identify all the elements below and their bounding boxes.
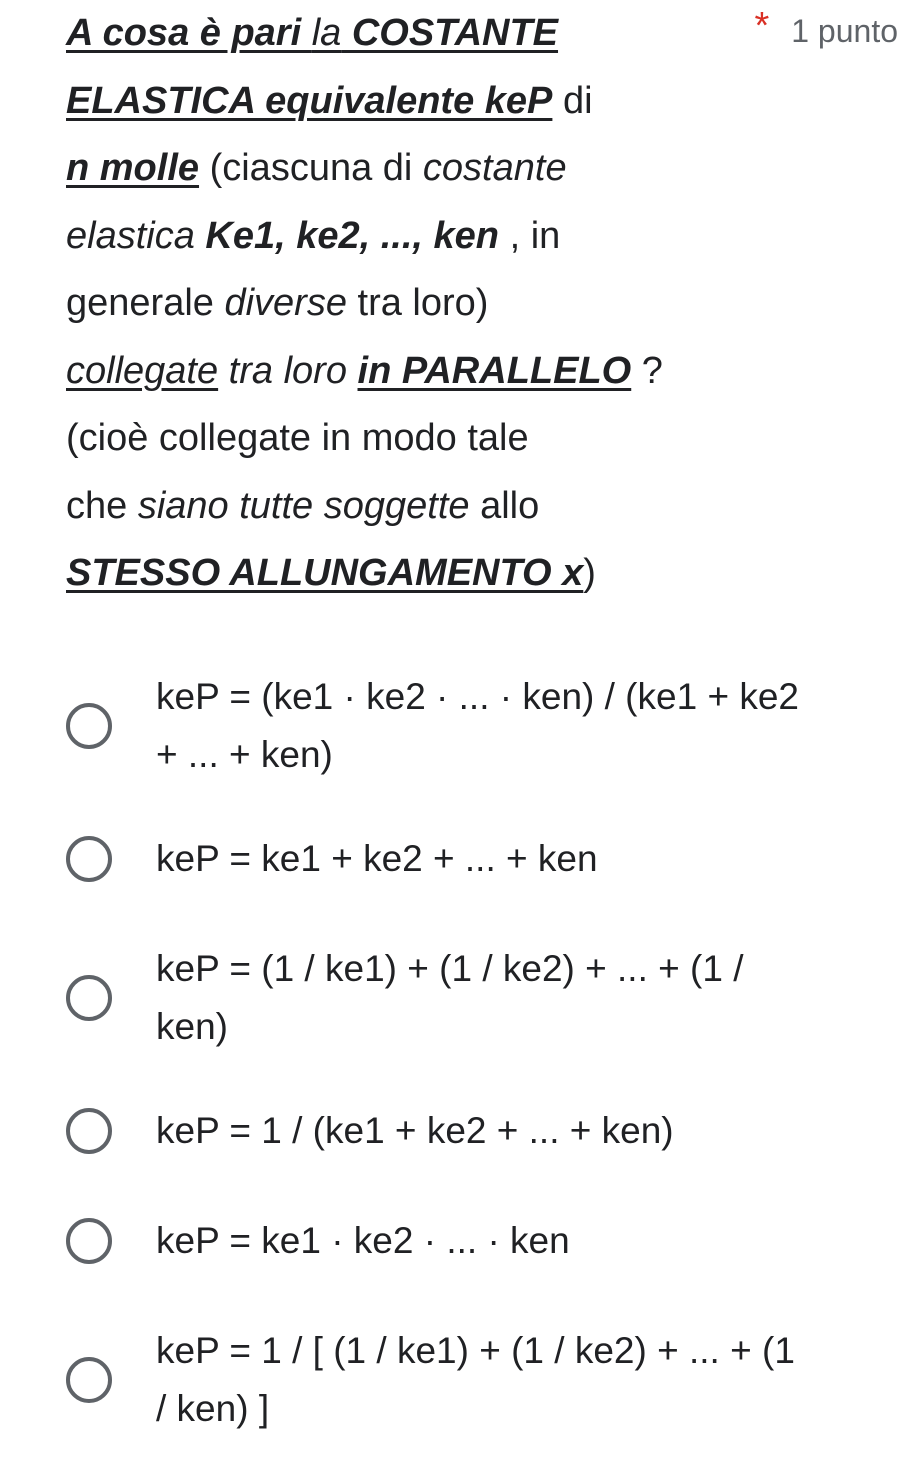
question-text-run: elastica (66, 214, 206, 257)
question-line (66, 135, 726, 203)
question-text-run: ? (631, 349, 663, 392)
option-label-line: keP = ke1 + ke2 + ... + ken (156, 838, 598, 879)
question-line (66, 338, 726, 406)
points-label: 1 punto (791, 13, 898, 49)
option-label[interactable] (156, 940, 856, 1056)
question-text-run: tra loro (218, 349, 358, 392)
question-meta (754, 5, 898, 53)
question-line (66, 0, 726, 68)
option-label[interactable] (156, 668, 856, 784)
question-text-run: (cioè collegate in modo tale (66, 417, 529, 459)
option-label[interactable] (156, 830, 856, 888)
answer-option[interactable] (0, 1322, 912, 1438)
radio-button[interactable] (66, 1357, 112, 1403)
question-line (66, 68, 726, 136)
question-line (66, 270, 726, 338)
option-label-line: / ken) ] (156, 1388, 270, 1429)
option-label-line: keP = 1 / [ (1 / ke1) + (1 / ke2) + ... + (1 (156, 1330, 795, 1371)
answer-option[interactable] (0, 940, 912, 1056)
option-label-line: ken) (156, 1006, 228, 1047)
question-title (66, 0, 726, 608)
option-label[interactable] (156, 1102, 856, 1160)
question-text-run: n molle (66, 147, 200, 189)
question-line (66, 405, 726, 473)
question-text-run: STESSO ALLUNGAMENTO x (66, 552, 584, 594)
option-label-line: keP = (ke1 · ke2 · ... · ken) / (ke1 + ke2 (156, 676, 799, 717)
question-text-run: collegate (66, 349, 219, 392)
question-text-run: in PARALLELO (357, 349, 632, 392)
answer-option[interactable] (0, 830, 912, 888)
question-text-run: ) (583, 552, 596, 594)
question-text-run: COSTANTE (341, 12, 559, 54)
question-text-run: generale (66, 282, 225, 324)
option-label-line: keP = ke1 · ke2 · ... · ken (156, 1220, 570, 1261)
question-text-run: di (552, 79, 593, 122)
question-text-run: tra loro) (346, 282, 489, 324)
option-label[interactable] (156, 1322, 856, 1438)
question-text-run: ELASTICA equivalente keP (66, 79, 553, 122)
question-text-run: (ciascuna di (199, 147, 423, 189)
answer-option[interactable] (0, 668, 912, 784)
option-label[interactable] (156, 1212, 856, 1270)
required-marker: * (754, 5, 770, 47)
question-text-run: diverse (224, 282, 347, 324)
radio-button[interactable] (66, 703, 112, 749)
question-text-run: che (66, 484, 138, 527)
question-text-run: , in (499, 214, 561, 257)
radio-button[interactable] (66, 836, 112, 882)
radio-button[interactable] (66, 975, 112, 1021)
answer-option[interactable] (0, 1212, 912, 1270)
question-text-run: costante (422, 147, 567, 189)
question-line (66, 540, 726, 608)
question-text-run: Ke1, ke2, ..., ken (205, 214, 500, 257)
option-label-line: keP = 1 / (ke1 + ke2 + ... + ken) (156, 1110, 674, 1151)
option-label-line: keP = (1 / ke1) + (1 / ke2) + ... + (1 / (156, 948, 744, 989)
question-text-run: A cosa è pari (66, 12, 312, 54)
question-text-run: siano tutte soggette (137, 484, 470, 527)
question-line (66, 473, 726, 541)
radio-button[interactable] (66, 1218, 112, 1264)
question-text-run: la (311, 12, 342, 54)
answer-option[interactable] (0, 1102, 912, 1160)
radio-button[interactable] (66, 1108, 112, 1154)
question-text-run: allo (469, 484, 540, 527)
question-line (66, 203, 726, 271)
option-label-line: + ... + ken) (156, 734, 333, 775)
